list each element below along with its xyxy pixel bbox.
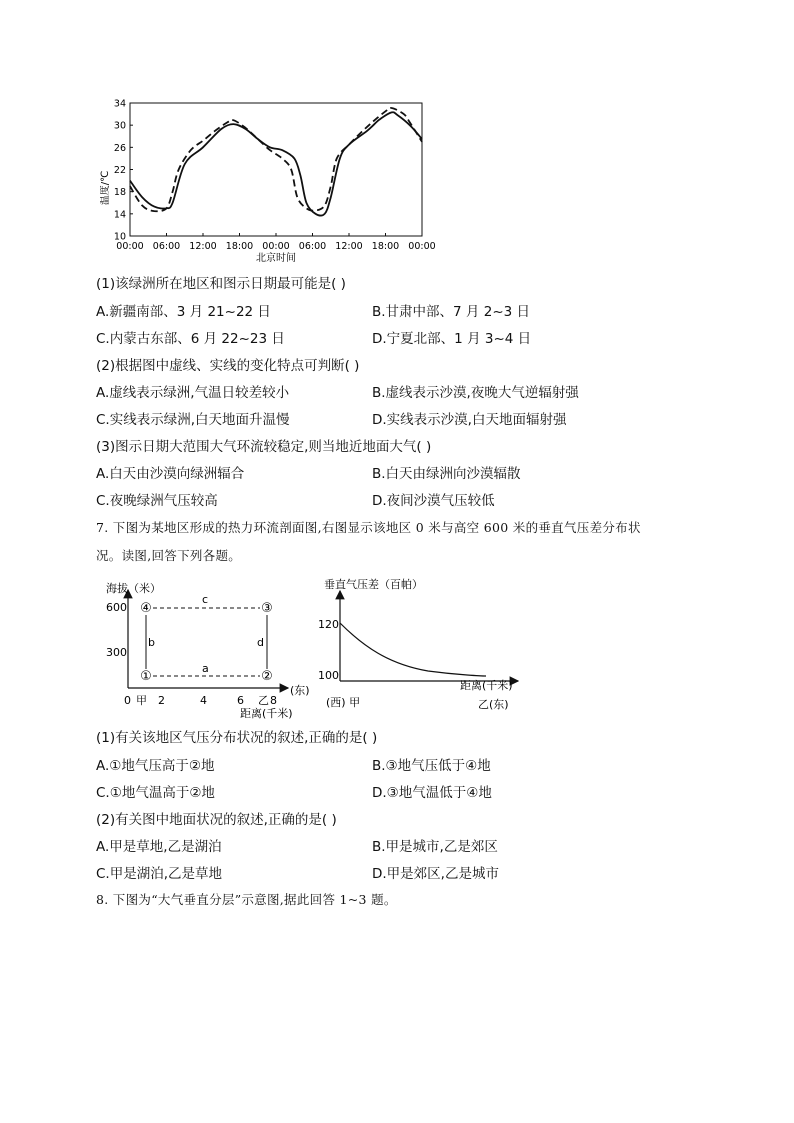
pressure-difference-curve (340, 623, 486, 676)
x-tick-4: 4 (200, 694, 207, 707)
yi-east-label: 乙(东) (478, 698, 509, 711)
q6-sub2-option-d[interactable]: D.实线表示沙漠,白天地面辐射强 (372, 412, 567, 428)
q7-intro-line2: 况。读图,回答下列各题。 (96, 548, 242, 563)
y-axis-label: 温度/℃ (100, 170, 111, 206)
q6-sub2-option-b[interactable]: B.虚线表示沙漠,夜晚大气逆辐射强 (372, 385, 579, 401)
q7-sub1-option-b[interactable]: B.③地气压低于④地 (372, 758, 491, 774)
q7-sub2: (2)有关图中地面状况的叙述,正确的是( ) (96, 812, 337, 828)
x-tick-label: 18:00 (371, 241, 400, 252)
x-tick-label: 00:00 (408, 241, 436, 252)
q6-sub1-option-c[interactable]: C.内蒙古东部、6 月 22~23 日 (96, 331, 285, 347)
q7-sub1-option-d[interactable]: D.③地气温低于④地 (372, 785, 492, 801)
q6-sub2-option-a[interactable]: A.虚线表示绿洲,气温日较差较小 (96, 385, 290, 401)
x-axis-label: 距离(千米) (460, 679, 513, 692)
label-b: b (148, 636, 155, 649)
q6-sub2: (2)根据图中虚线、实线的变化特点可判断( ) (96, 358, 360, 374)
q7-sub2-option-c[interactable]: C.甲是湖泊,乙是草地 (96, 866, 223, 882)
x-tick-8: 8 (270, 694, 277, 707)
q7-sub1: (1)有关该地区气压分布状况的叙述,正确的是( ) (96, 730, 378, 746)
q7-sub1-option-a[interactable]: A.①地气压高于②地 (96, 758, 215, 774)
y-tick-label: 10 (113, 231, 126, 243)
q6-sub3-option-b[interactable]: B.白天由绿洲向沙漠辐散 (372, 466, 521, 482)
q6-sub1-option-b[interactable]: B.甘肃中部、7 月 2~3 日 (372, 304, 531, 320)
solid-temperature-line (130, 112, 422, 215)
y-tick-label: 18 (113, 187, 126, 199)
y-tick-label: 22 (113, 165, 126, 176)
y-tick-300: 300 (106, 646, 127, 659)
point-2: ② (261, 669, 273, 684)
y-tick-label: 30 (113, 120, 126, 132)
q8-intro: 8. 下图为“大气垂直分层”示意图,据此回答 1~3 题。 (96, 892, 397, 907)
x-tick-label: 12:00 (189, 241, 217, 252)
q6-sub3-option-a[interactable]: A.白天由沙漠向绿洲辐合 (96, 466, 245, 482)
y-tick-label: 26 (113, 142, 126, 154)
x-tick-label: 06:00 (298, 241, 327, 252)
x-tick-label: 12:00 (335, 241, 363, 252)
y-tick-120: 120 (318, 618, 339, 631)
point-3: ③ (261, 601, 273, 616)
label-a: a (202, 662, 209, 675)
plot-frame (130, 103, 422, 236)
q6-sub3-option-c[interactable]: C.夜晚绿洲气压较高 (96, 493, 218, 509)
jia-label: 甲 (136, 694, 147, 707)
yi-label: 乙 (258, 694, 269, 707)
east-label: (东) (290, 684, 310, 697)
q6-sub1-option-a[interactable]: A.新疆南部、3 月 21~22 日 (96, 304, 271, 320)
q7-sub2-option-d[interactable]: D.甲是郊区,乙是城市 (372, 866, 499, 882)
x-tick-2: 2 (158, 694, 165, 707)
q7-intro-line1: 7. 下图为某地区形成的热力环流剖面图,右图显示该地区 0 米与高空 600 米的垂直气压差分布状 (96, 520, 641, 535)
q6-sub2-option-c[interactable]: C.实线表示绿洲,白天地面升温慢 (96, 412, 290, 428)
temperature-chart (100, 95, 440, 265)
x-tick-0: 0 (124, 694, 131, 707)
pressure-difference-chart (318, 576, 528, 716)
y-axis-label: 垂直气压差（百帕） (324, 578, 423, 591)
x-tick-label: 18:00 (225, 241, 254, 252)
x-tick-label: 06:00 (152, 241, 181, 252)
x-tick-6: 6 (237, 694, 244, 707)
x-axis-label: 距离(千米) (240, 707, 293, 720)
x-tick-label: 00:00 (262, 241, 290, 252)
q6-sub1: (1)该绿洲所在地区和图示日期最可能是( ) (96, 276, 346, 292)
q7-sub2-option-a[interactable]: A.甲是草地,乙是湖泊 (96, 839, 222, 855)
thermal-circulation-diagram (96, 576, 321, 721)
q6-sub3: (3)图示日期大范围大气环流较稳定,则当地近地面大气( ) (96, 439, 432, 455)
y-tick-label: 14 (113, 209, 126, 221)
q7-sub1-option-c[interactable]: C.①地气温高于②地 (96, 785, 215, 801)
label-d: d (257, 636, 264, 649)
west-jia-label: (西) 甲 (326, 696, 361, 709)
y-tick-100: 100 (318, 669, 339, 682)
y-axis-label: 海拔（米） (106, 582, 161, 595)
point-1: ① (140, 669, 152, 684)
q6-sub3-option-d[interactable]: D.夜间沙漠气压较低 (372, 493, 495, 509)
label-c: c (202, 593, 209, 606)
point-4: ④ (140, 601, 152, 616)
x-axis-label: 北京时间 (256, 253, 296, 264)
q7-sub2-option-b[interactable]: B.甲是城市,乙是郊区 (372, 839, 498, 855)
x-tick-label: 00:00 (116, 241, 144, 252)
y-tick-label: 34 (113, 98, 126, 110)
dashed-temperature-line (130, 108, 422, 211)
q6-sub1-option-d[interactable]: D.宁夏北部、1 月 3~4 日 (372, 331, 532, 347)
y-tick-600: 600 (106, 601, 127, 614)
